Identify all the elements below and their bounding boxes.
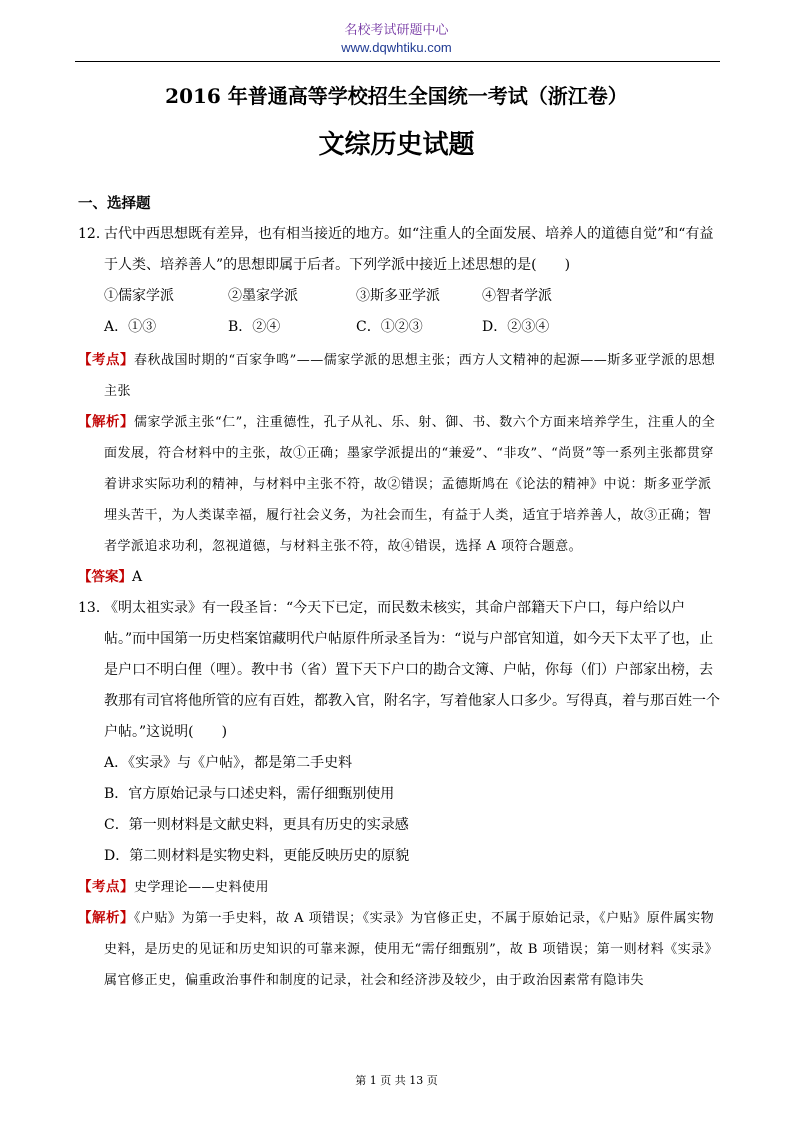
statement-item: ③斯多亚学派	[356, 288, 440, 304]
jiexi-label: 【解析】	[78, 414, 134, 430]
kaodian-label: 【考点】	[78, 352, 134, 368]
question-stem	[78, 593, 723, 748]
page-header	[0, 22, 793, 56]
choice-d: D．第二则材料是实物史料，更能反映历史的原貌	[104, 848, 410, 864]
document-body	[78, 192, 723, 996]
question-number: 12．	[78, 226, 110, 242]
question-text: 《明太祖实录》有一段圣旨：“今天下已定，而民数未核实，其命户部籍天下户口，每户给以户帖。”而中国第一历史档案馆藏明代户帖原件所录圣旨为：“说与户部官知道，如今天下太平了也，止是户口不明白俚（哩）。教中书（省）置下天下户口的勘合文簿、户帖，你每（们）户部家出榜，去教那有司官将他所管的应有百姓，都教入官，附名字，写着他家人口多少。写得真，着与那百姓一个户帖。”这说明( )	[104, 600, 720, 740]
site-url-link[interactable]: www.dqwhtiku.com	[341, 40, 452, 55]
choice-d: D．②③④	[482, 319, 550, 335]
question-text: 古代中西思想既有差异，也有相当接近的地方。如“注重人的全面发展、培养人的道德自觉”和“有益于人类、培养善人”的思想即属于后者。下列学派中接近上述思想的是( )	[104, 226, 714, 273]
page-footer: 第 1 页 共 13 页	[355, 1074, 438, 1087]
kaodian-note	[78, 345, 723, 407]
choice-c: C．第一则材料是文献史料，更具有历史的实录感	[104, 817, 409, 833]
kaodian-text: 春秋战国时期的“百家争鸣”——儒家学派的思想主张；西方人文精神的起源——斯多亚学派的思想主张	[104, 353, 716, 399]
choice-c: C．①②③	[356, 319, 423, 335]
jiexi-label: 【解析】	[78, 910, 134, 926]
answer-value: A	[132, 569, 143, 585]
statement-item: ④智者学派	[482, 288, 552, 304]
answer-line	[78, 562, 723, 593]
kaodian-note	[78, 872, 723, 903]
choice-a: A．①③	[104, 319, 157, 335]
header-rule	[75, 61, 720, 62]
jiexi-text: 儒家学派主张“仁”，注重德性，孔子从礼、乐、射、御、书、数六个方面来培养学生，注重人的全面发展，符合材料中的主张，故①正确；墨家学派提出的“兼爱”、“非攻”、“尚贤”等一系列主张都贯穿着讲求实际功利的精神，与材料中主张不符，故②错误；孟德斯鸠在《论法的精神》中说：斯多亚学派埋头苦干，为人类谋幸福，履行社会义务，为社会而生，有益于人类，适宜于培养善人，故③正确；智者学派追求功利，忽视道德，与材料主张不符，故④错误，选择 A 项符合题意。	[104, 415, 716, 554]
jiexi-note	[78, 407, 723, 562]
question-13	[78, 593, 723, 996]
exam-title: 2016 年普通高等学校招生全国统一考试（浙江卷）	[165, 84, 628, 108]
section-heading: 一、选择题	[78, 196, 151, 212]
answer-label: 【答案】	[78, 569, 132, 585]
statement-item: ①儒家学派	[104, 288, 174, 304]
question-stem	[78, 219, 723, 281]
statement-items	[78, 281, 723, 312]
jiexi-text: 《户贴》为第一手史料，故 A 项错误；《实录》为官修正史，不属于原始记录，《户贴》原件属实物史料，是历史的见证和历史知识的可靠来源，使用无“需仔细甄别”，故 B 项错误；第一则材料《实录》属官修正史，偏重政治事件和制度的记录，社会和经济涉及较少，由于政治因素常有隐讳失	[104, 911, 719, 988]
question-number: 13．	[78, 600, 110, 616]
subject-title: 文综历史试题	[318, 130, 475, 160]
choice-a: A．《实录》与《户帖》，都是第二手史料	[104, 755, 353, 771]
kaodian-text: 史学理论——史料使用	[134, 880, 270, 895]
choice-b: B．②④	[228, 319, 281, 335]
kaodian-label: 【考点】	[78, 879, 134, 895]
question-12	[78, 219, 723, 593]
statement-item: ②墨家学派	[228, 288, 298, 304]
answer-choices	[78, 312, 723, 343]
site-name: 名校考试研题中心	[344, 23, 449, 38]
choice-b: B．官方原始记录与口述史料，需仔细甄别使用	[104, 786, 395, 802]
jiexi-note	[78, 903, 723, 996]
